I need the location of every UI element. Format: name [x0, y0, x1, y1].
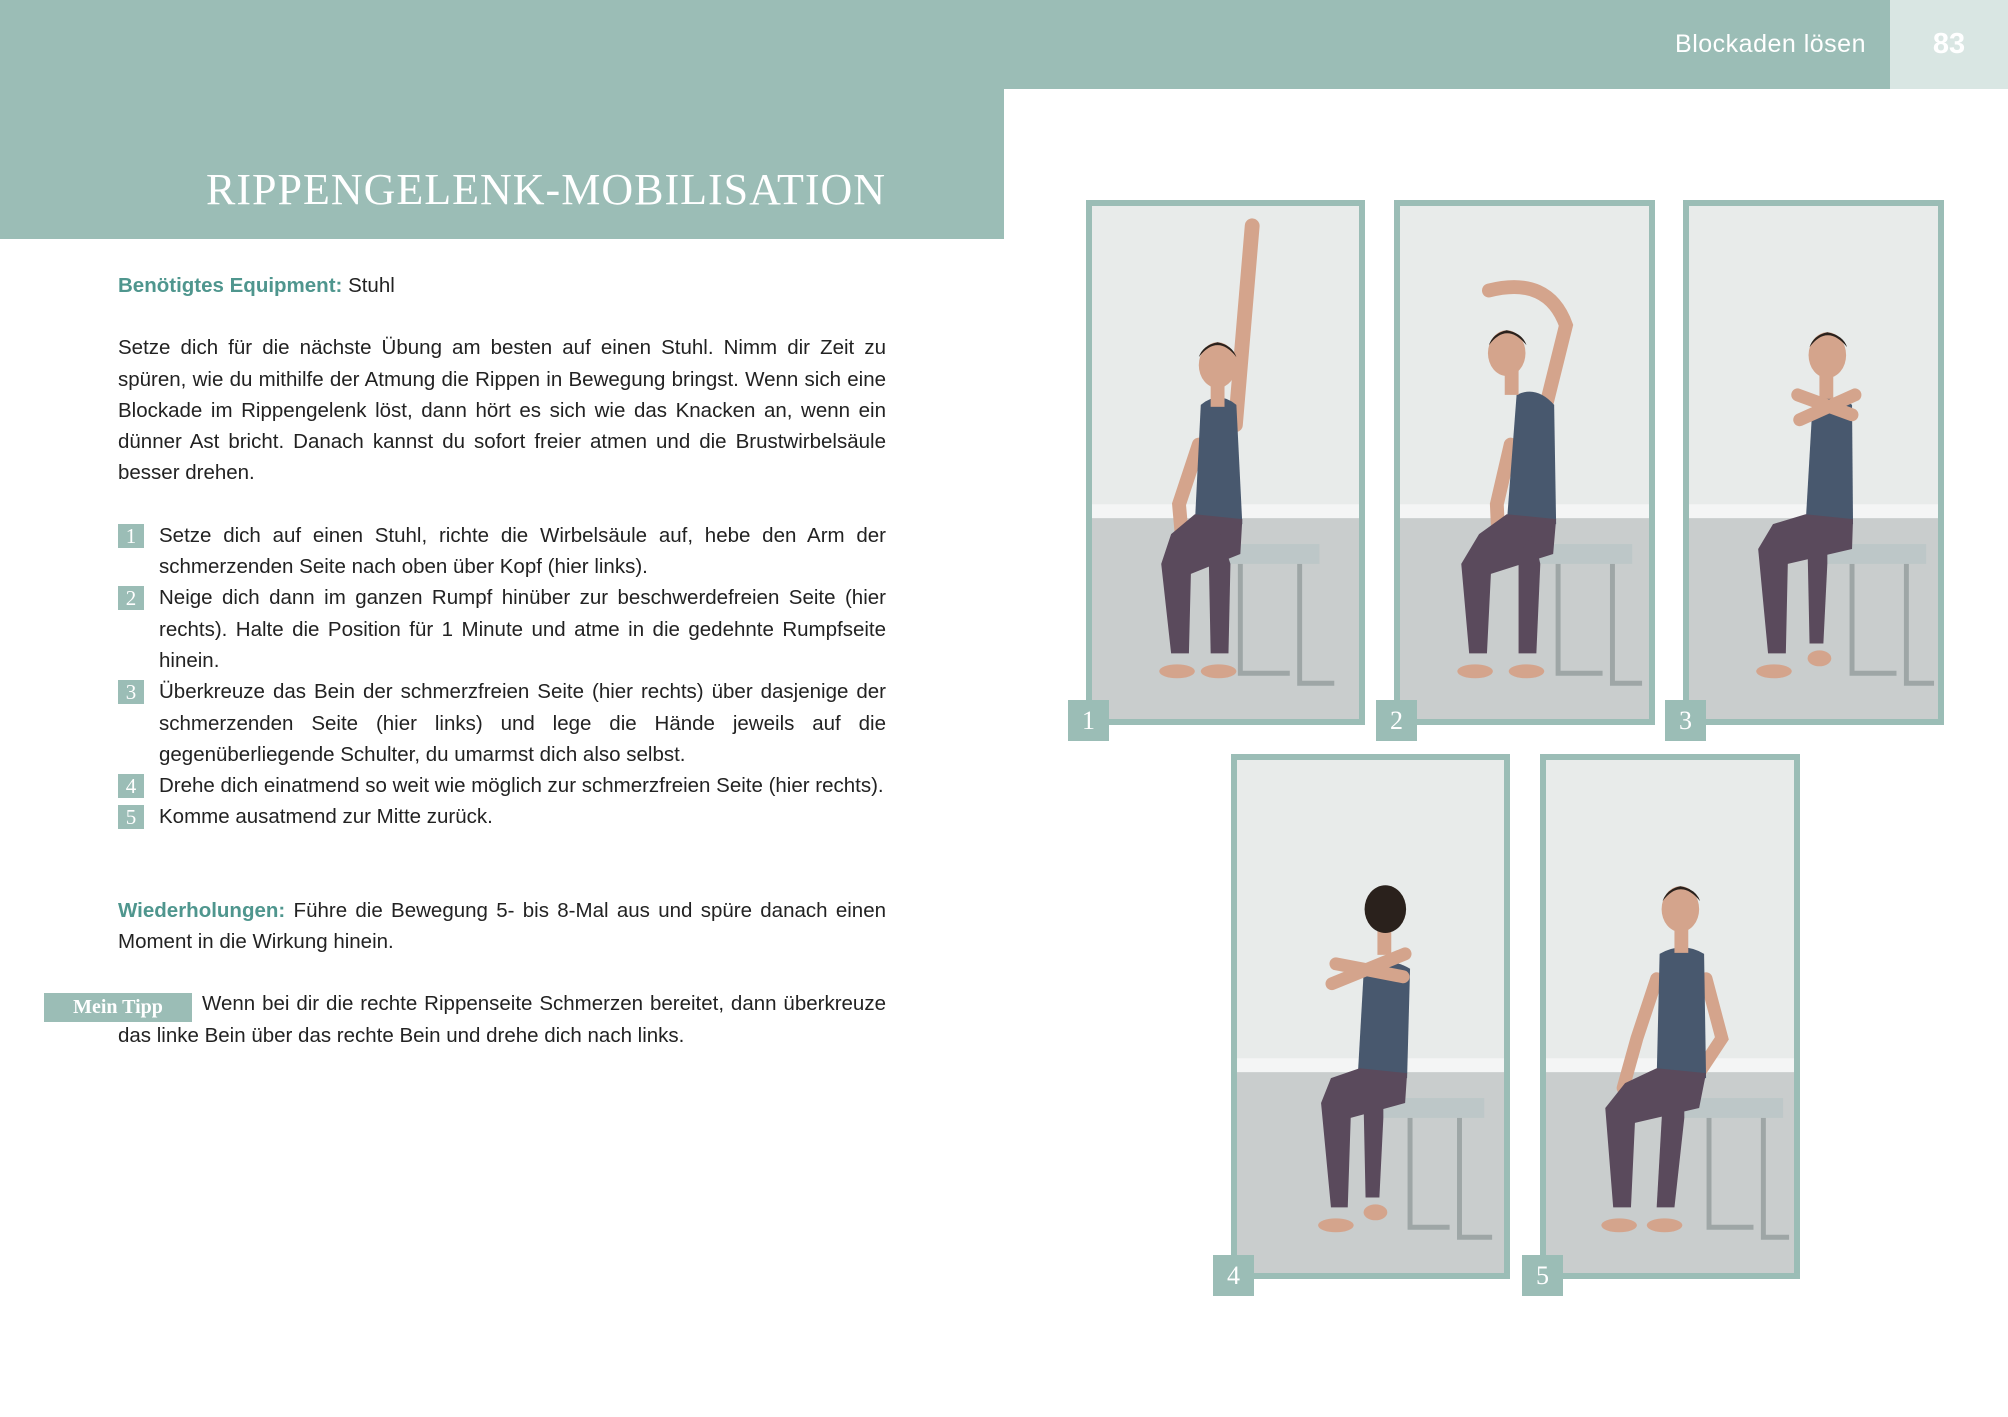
- page-title: RIPPENGELENK-MOBILISATION: [206, 165, 887, 214]
- exercise-photo-4: [1231, 754, 1510, 1279]
- intro-paragraph: Setze dich für die nächste Übung am besten auf einen Stuhl. Nimm dir Zeit zu spüren, wie du mithilfe der Atmung die Rippen in Bewegung bringst. Wenn sich eine Blockade im Rippengelenk löst, dann hört es sich wie das Knacken an, wenn ein dünner Ast bricht. Danach kannst du sofort freier atmen und die Brustwirbelsäule besser drehen.: [118, 336, 886, 485]
- repetitions-label: Wiederholungen:: [118, 898, 286, 922]
- tip-badge: Mein Tipp: [44, 993, 192, 1022]
- photo-label-3: 3: [1665, 700, 1706, 741]
- step-text: Drehe dich einatmend so weit wie möglich zur schmerzfreien Seite (hier rechts).: [159, 774, 884, 798]
- tip-paragraph: Wenn bei dir die rechte Rippenseite Schmerzen bereitet, dann überkreuze das linke Bein über das rechte Bein und drehe dich nach links.: [118, 992, 886, 1047]
- page-number: 83: [1932, 28, 1966, 60]
- step-number: 5: [118, 805, 144, 829]
- step-item: [118, 582, 886, 676]
- exercise-photo-2: [1394, 200, 1655, 725]
- section-label: Blockaden lösen: [1675, 30, 1866, 58]
- photo-3-illustration: [1689, 206, 1938, 719]
- exercise-photo-1: [1086, 200, 1365, 725]
- repetitions-text: Führe die Bewegung 5- bis 8-Mal aus und spüre danach einen Moment in die Wirkung hinein.: [118, 898, 886, 954]
- step-item: [118, 770, 886, 801]
- photo-label-2: 2: [1376, 700, 1417, 741]
- photo-1-illustration: [1092, 206, 1359, 719]
- equipment-label: Benötigtes Equipment:: [118, 274, 343, 297]
- page-number-box: [1890, 0, 2008, 89]
- step-number: 1: [118, 524, 144, 548]
- step-number: 3: [118, 680, 144, 704]
- step-item: [118, 801, 886, 832]
- step-text: Neige dich dann im ganzen Rumpf hinüber zur beschwerdefreien Seite (hier rechts). Halte die Position für 1 Minute und atme in die gedehnte Rumpfseite hinein.: [159, 586, 886, 672]
- photo-5-illustration: [1546, 760, 1794, 1273]
- equipment-value: Stuhl: [348, 274, 395, 297]
- equipment-line: [118, 270, 886, 301]
- exercise-photo-3: [1683, 200, 1944, 725]
- photo-label-1: 1: [1068, 700, 1109, 741]
- step-list: [118, 520, 886, 833]
- step-text: Setze dich auf einen Stuhl, richte die Wirbelsäule auf, hebe den Arm der schmerzenden Seite nach oben über Kopf (hier links).: [159, 523, 886, 579]
- photo-label-5: 5: [1522, 1255, 1563, 1296]
- text-column: [118, 270, 886, 1051]
- photo-label-4: 4: [1213, 1255, 1254, 1296]
- exercise-photo-5: [1540, 754, 1800, 1279]
- step-number: 4: [118, 774, 144, 798]
- step-number: 2: [118, 586, 144, 610]
- step-item: [118, 676, 886, 770]
- step-text: Überkreuze das Bein der schmerzfreien Seite (hier rechts) über dasjenige der schmerzenden Seite (hier links) und lege die Hände jeweils auf die gegenüberliegende Schulter, du umarmst dich also selbst.: [159, 680, 886, 766]
- step-text: Komme ausatmend zur Mitte zurück.: [159, 805, 493, 829]
- repetitions-paragraph: [118, 895, 886, 958]
- step-item: [118, 520, 886, 583]
- photo-4-illustration: [1237, 760, 1504, 1273]
- photo-2-illustration: [1400, 206, 1649, 719]
